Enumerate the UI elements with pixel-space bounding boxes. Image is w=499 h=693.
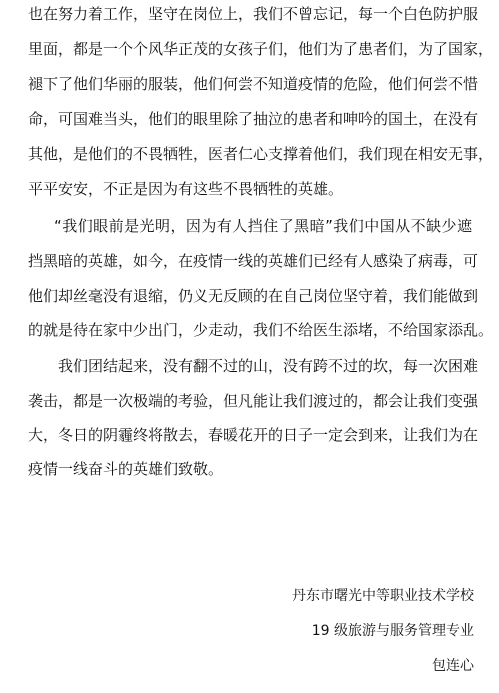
paragraph-line: “我们眼前是光明，因为有人挡住了黑暗”我们中国从不缺少遮 (54, 217, 472, 235)
paragraph-line: 大，冬日的阴霾终将散去，春暖花开的日子一定会到来，让我们为在 (28, 426, 479, 444)
paragraph-line: 里面，都是一个个风华正茂的女孩子们，他们为了患者们，为了国家， (28, 40, 494, 58)
signature-class: 19 级旅游与服务管理专业 (311, 623, 474, 639)
paragraph-line: 挡黑暗的英雄，如今，在疫情一线的英雄们已经有人感染了病毒，可 (28, 252, 479, 270)
signature-author: 包连心 (432, 658, 474, 674)
paragraph-line: 袭击，都是一次极端的考验，但凡能让我们渡过的，都会让我们变强 (28, 392, 479, 410)
paragraph-line: 我们团结起来，没有翻不过的山，没有跨不过的坎，每一次困难 (58, 357, 479, 375)
paragraph-line: 的就是待在家中少出门，少走动，我们不给医生添堵，不给国家添乱。 (28, 321, 494, 339)
paragraph-line: 命，可国难当头，他们的眼里除了抽泣的患者和呻吟的国土，在没有 (28, 110, 479, 128)
paragraph-line: 平平安安，不正是因为有这些不畏牺牲的英雄。 (28, 180, 344, 198)
paragraph-line: 他们却丝毫没有退缩，仍义无反顾的在自己岗位坚守着，我们能做到 (28, 287, 479, 305)
paragraph-line: 疫情一线奋斗的英雄们致敬。 (28, 460, 224, 478)
paragraph-line: 其他，是他们的不畏牺牲，医者仁心支撑着他们，我们现在相安无事， (28, 145, 494, 163)
signature-school: 丹东市曙光中等职业技术学校 (292, 588, 474, 604)
paragraph-line: 也在努力着工作，坚守在岗位上，我们不曾忘记，每一个白色防护服 (28, 5, 479, 23)
paragraph-line: 褪下了他们华丽的服装，他们何尝不知道疫情的危险，他们何尝不惜 (28, 75, 479, 93)
